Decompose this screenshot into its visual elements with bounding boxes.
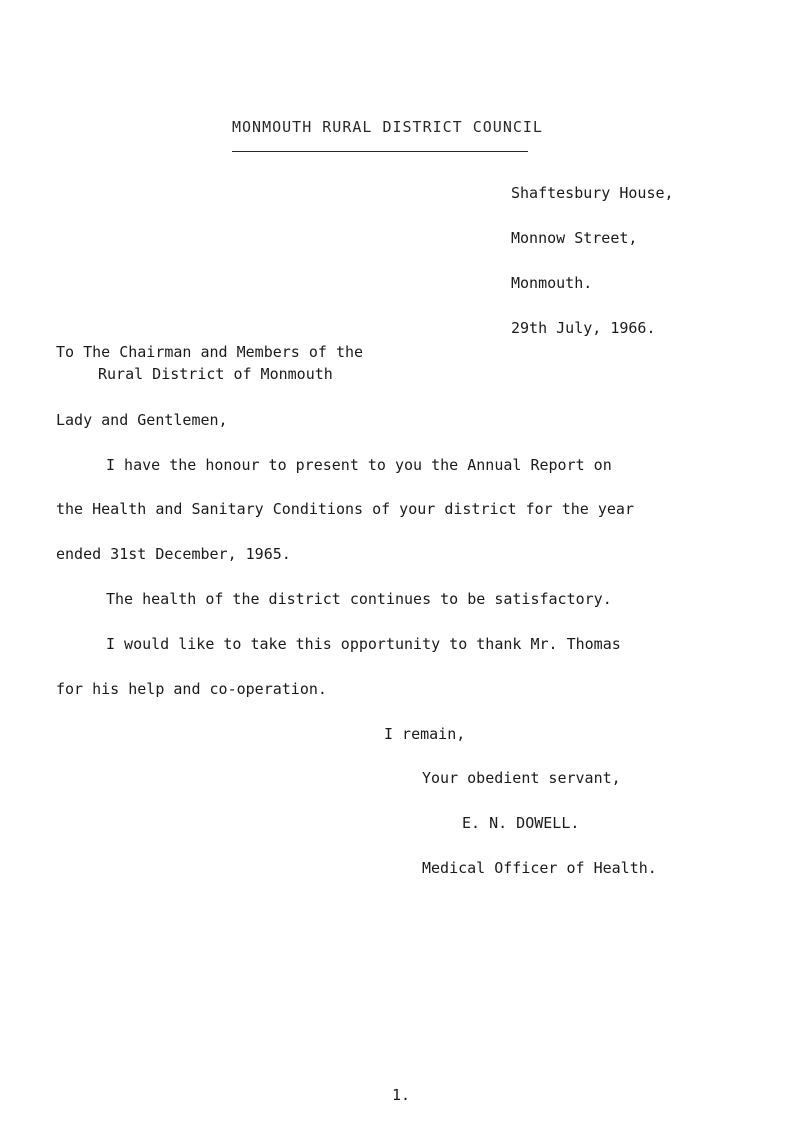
title-underline <box>232 151 528 152</box>
address-line-1: Shaftesbury House, <box>511 184 674 202</box>
body-paragraph-1-line-3: ended 31st December, 1965. <box>56 545 291 563</box>
recipient-line-2: Rural District of Monmouth <box>98 365 333 383</box>
address-line-2: Monnow Street, <box>511 229 638 247</box>
signatory-name: E. N. DOWELL. <box>462 814 580 832</box>
body-paragraph-3-line-2: for his help and co-operation. <box>56 680 327 698</box>
page-number: 1. <box>392 1086 411 1104</box>
body-paragraph-3-line-1: I would like to take this opportunity to thank Mr. Thomas <box>106 635 621 653</box>
council-title: MONMOUTH RURAL DISTRICT COUNCIL <box>232 118 543 136</box>
salutation: Lady and Gentlemen, <box>56 411 228 429</box>
recipient-line-1: To The Chairman and Members of the <box>56 343 364 361</box>
body-paragraph-1-line-2: the Health and Sanitary Conditions of your district for the year <box>56 500 634 518</box>
address-line-3: Monmouth. <box>511 274 593 292</box>
body-paragraph-2-line-1: The health of the district continues to be satisfactory. <box>106 590 612 608</box>
closing-servant: Your obedient servant, <box>422 769 621 787</box>
body-paragraph-1-line-1: I have the honour to present to you the Annual Report on <box>106 456 612 474</box>
signatory-title: Medical Officer of Health. <box>422 859 657 877</box>
letter-date: 29th July, 1966. <box>511 319 656 337</box>
closing-remain: I remain, <box>384 725 466 743</box>
